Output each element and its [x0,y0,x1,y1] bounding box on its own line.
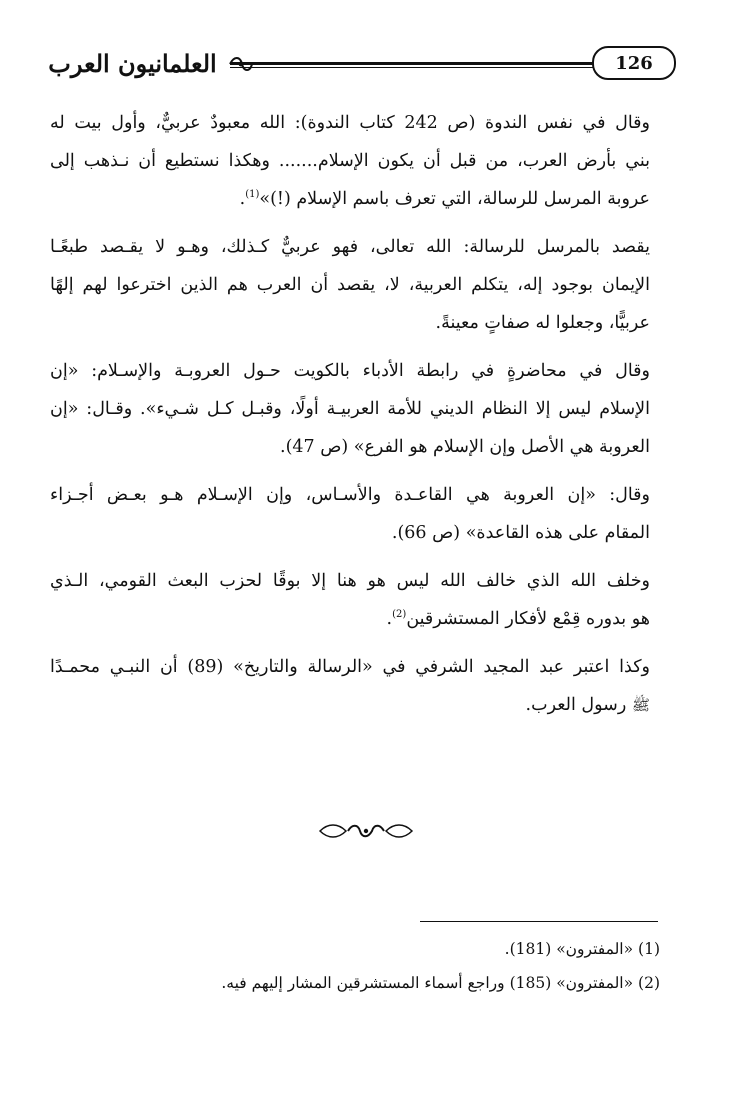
text-line: الإيمان بوجود إله، يتكلم العربية، لا، يقصد أن العرب هم الذين اخترعوا لهم إلهًا [50,275,650,295]
book-title: العلمانيون العرب [48,49,217,78]
main-text [50,104,650,734]
text-line: وقال: «إن العروبة هي القاعـدة والأسـاس، وإن الإسـلام هـو بعـض أجـزاء [50,485,650,505]
text-line [50,600,650,638]
paragraph-6 [50,648,650,724]
text-line: وخلف الله الذي خالف الله ليس هو هنا إلا بوقًا لحزب البعث القومي، الـذي [50,571,650,591]
text-line: الإسلام ليس إلا النظام الديني للأمة العربيـة أولًا، وقبـل كـل شـيء». وقـال: «إن [50,399,650,419]
paragraph-2 [50,228,650,342]
footnote-ref: (1) [245,189,260,201]
footnote-1: (1) «المفترون» (181). [504,940,660,958]
text-line: يقصد بالمرسل للرسالة: الله تعالى، فهو عربيٌّ كـذلك، وهـو لا يقـصد طبعًـا [50,237,650,257]
text-line [50,686,650,724]
text-line [50,180,650,218]
text-line-content: هو بدوره قِمْع لأفكار المستشرقين [406,609,650,629]
page-number: 126 [592,46,676,80]
paragraph-3 [50,352,650,466]
header-rule [230,62,594,65]
text-line: عربيًّا، وجعلوا له صفاتٍ معينةً. [435,313,650,333]
text-line-content: رسول العرب. [525,695,627,715]
text-line: المقام على هذه القاعدة» (ص 66). [391,523,650,543]
text-line: العروبة هي الأصل وإن الإسلام هو الفرع» (ص 47). [280,437,650,457]
paragraph-4 [50,476,650,552]
line-end-punct: . [239,189,246,209]
text-line: بني بأرض العرب، من قبل أن يكون الإسلام....... وهكذا نستطيع أن نـذهب إلى [50,151,650,171]
text-line: وكذا اعتبر عبد المجيد الشرفي في «الرسالة والتاريخ» (89) أن النبـي محمـدًا [50,657,650,677]
footnote-2: (2) «المفترون» (185) وراجع أسماء المستشرقين المشار إليهم فيه. [221,974,660,992]
honorific-mark: ﷺ [631,696,650,714]
footnote-ref: (2) [392,609,407,621]
footnote-separator [420,921,658,922]
section-divider-ornament-icon [318,820,414,842]
line-end-punct: . [386,609,393,629]
page-header [30,38,720,94]
text-line-content: عروبة المرسل للرسالة، التي تعرف باسم الإسلام (!)» [259,189,650,209]
paragraph-5 [50,562,650,638]
text-line: وقال في محاضرةٍ في رابطة الأدباء بالكويت حـول العروبـة والإسـلام: «إن [50,361,650,381]
header-rule-thin [230,67,594,68]
paragraph-1 [50,104,650,218]
text-line: وقال في نفس الندوة (ص 242 كتاب الندوة): الله معبودٌ عربيٌّ، وأول بيت له [50,113,650,133]
footnotes [60,932,660,1000]
